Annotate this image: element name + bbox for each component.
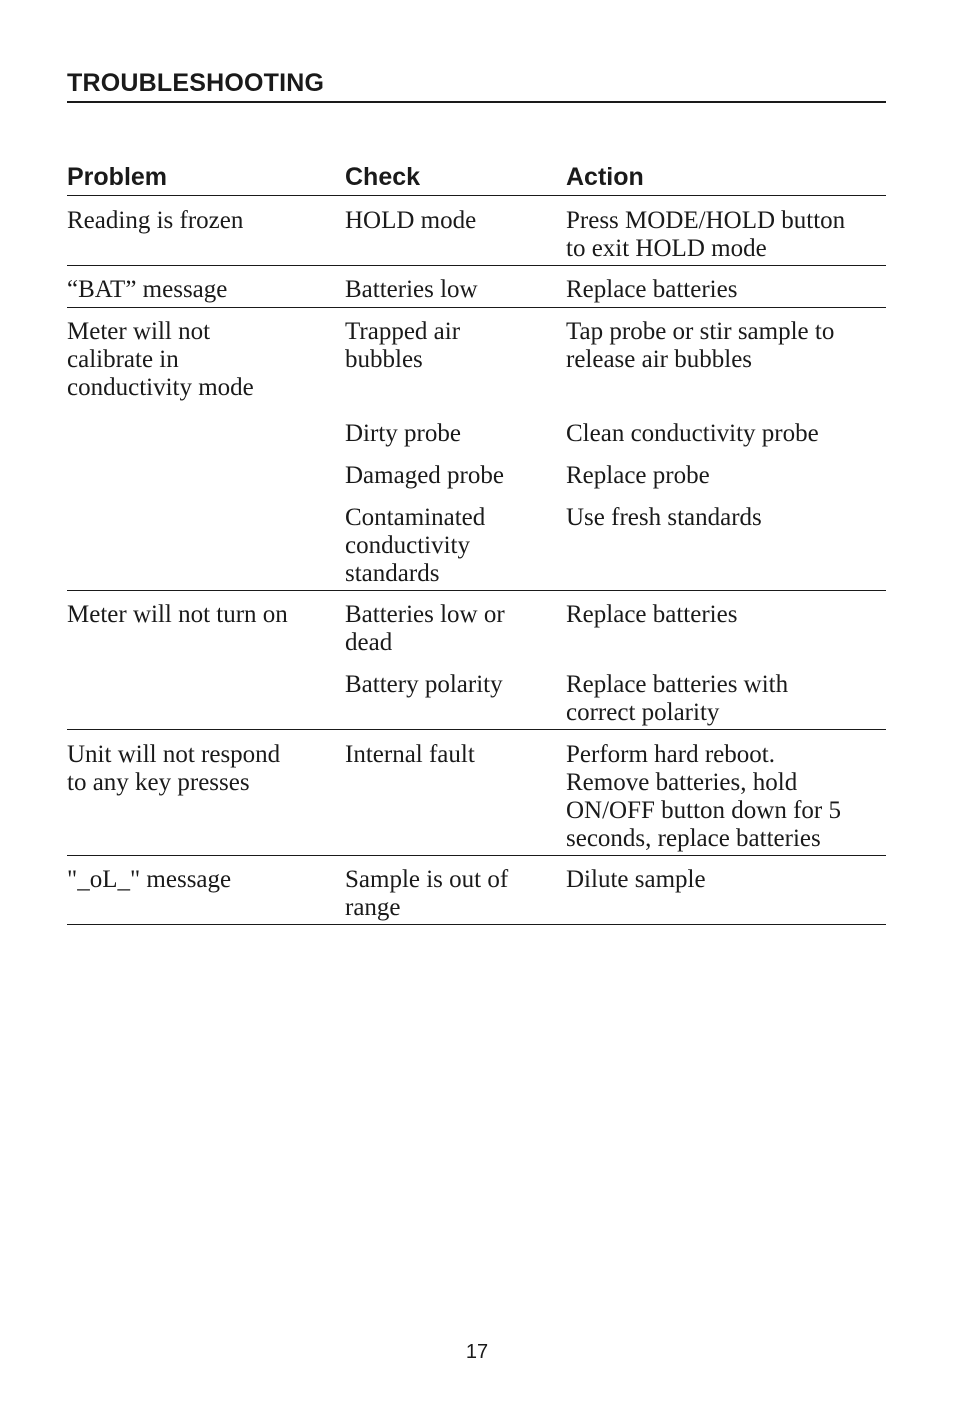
problem-cell: Unit will not respond to any key presses: [67, 741, 281, 796]
action-cell: Tap probe or stir sample to release air bubbles: [566, 318, 835, 373]
check-cell: Sample is out of range: [345, 866, 509, 921]
check-cell: Batteries low or dead: [345, 601, 505, 656]
problem-cell: "_oL_" message: [67, 866, 232, 893]
action-cell: Replace probe: [566, 462, 710, 489]
action-cell: Dilute sample: [566, 866, 706, 893]
check-cell: Battery polarity: [345, 671, 503, 698]
header-divider: [67, 195, 886, 196]
row-divider: [67, 590, 886, 591]
problem-cell: Reading is frozen: [67, 207, 244, 234]
check-cell: Damaged probe: [345, 462, 504, 489]
check-cell: Contaminated conductivity standards: [345, 504, 486, 587]
check-cell: Internal fault: [345, 741, 475, 768]
row-divider: [67, 265, 886, 266]
row-divider: [67, 307, 886, 308]
table-bottom-rule: [67, 924, 886, 925]
check-cell: Trapped air bubbles: [345, 318, 461, 373]
problem-cell: Meter will not turn on: [67, 601, 288, 628]
action-cell: Clean conductivity probe: [566, 420, 819, 447]
row-divider: [67, 855, 886, 856]
problem-cell: “BAT” message: [67, 276, 228, 303]
check-cell: HOLD mode: [345, 207, 477, 234]
header-action: Action: [566, 163, 644, 191]
check-cell: Batteries low: [345, 276, 478, 303]
action-cell: Replace batteries with correct polarity: [566, 671, 789, 726]
page-title: TROUBLESHOOTING: [67, 68, 886, 103]
check-cell: Dirty probe: [345, 420, 461, 447]
problem-cell: Meter will not calibrate in conductivity mode: [67, 318, 254, 401]
action-cell: Use fresh standards: [566, 504, 762, 531]
action-cell: Replace batteries: [566, 276, 738, 303]
action-cell: Perform hard reboot. Remove batteries, hold ON/OFF button down for 5 seconds, replace batteries: [566, 741, 842, 852]
action-cell: Press MODE/HOLD button to exit HOLD mode: [566, 207, 846, 262]
action-cell: Replace batteries: [566, 601, 738, 628]
row-divider: [67, 729, 886, 730]
header-check: Check: [345, 163, 421, 191]
header-problem: Problem: [67, 163, 168, 191]
page-number: 17: [465, 1341, 489, 1363]
